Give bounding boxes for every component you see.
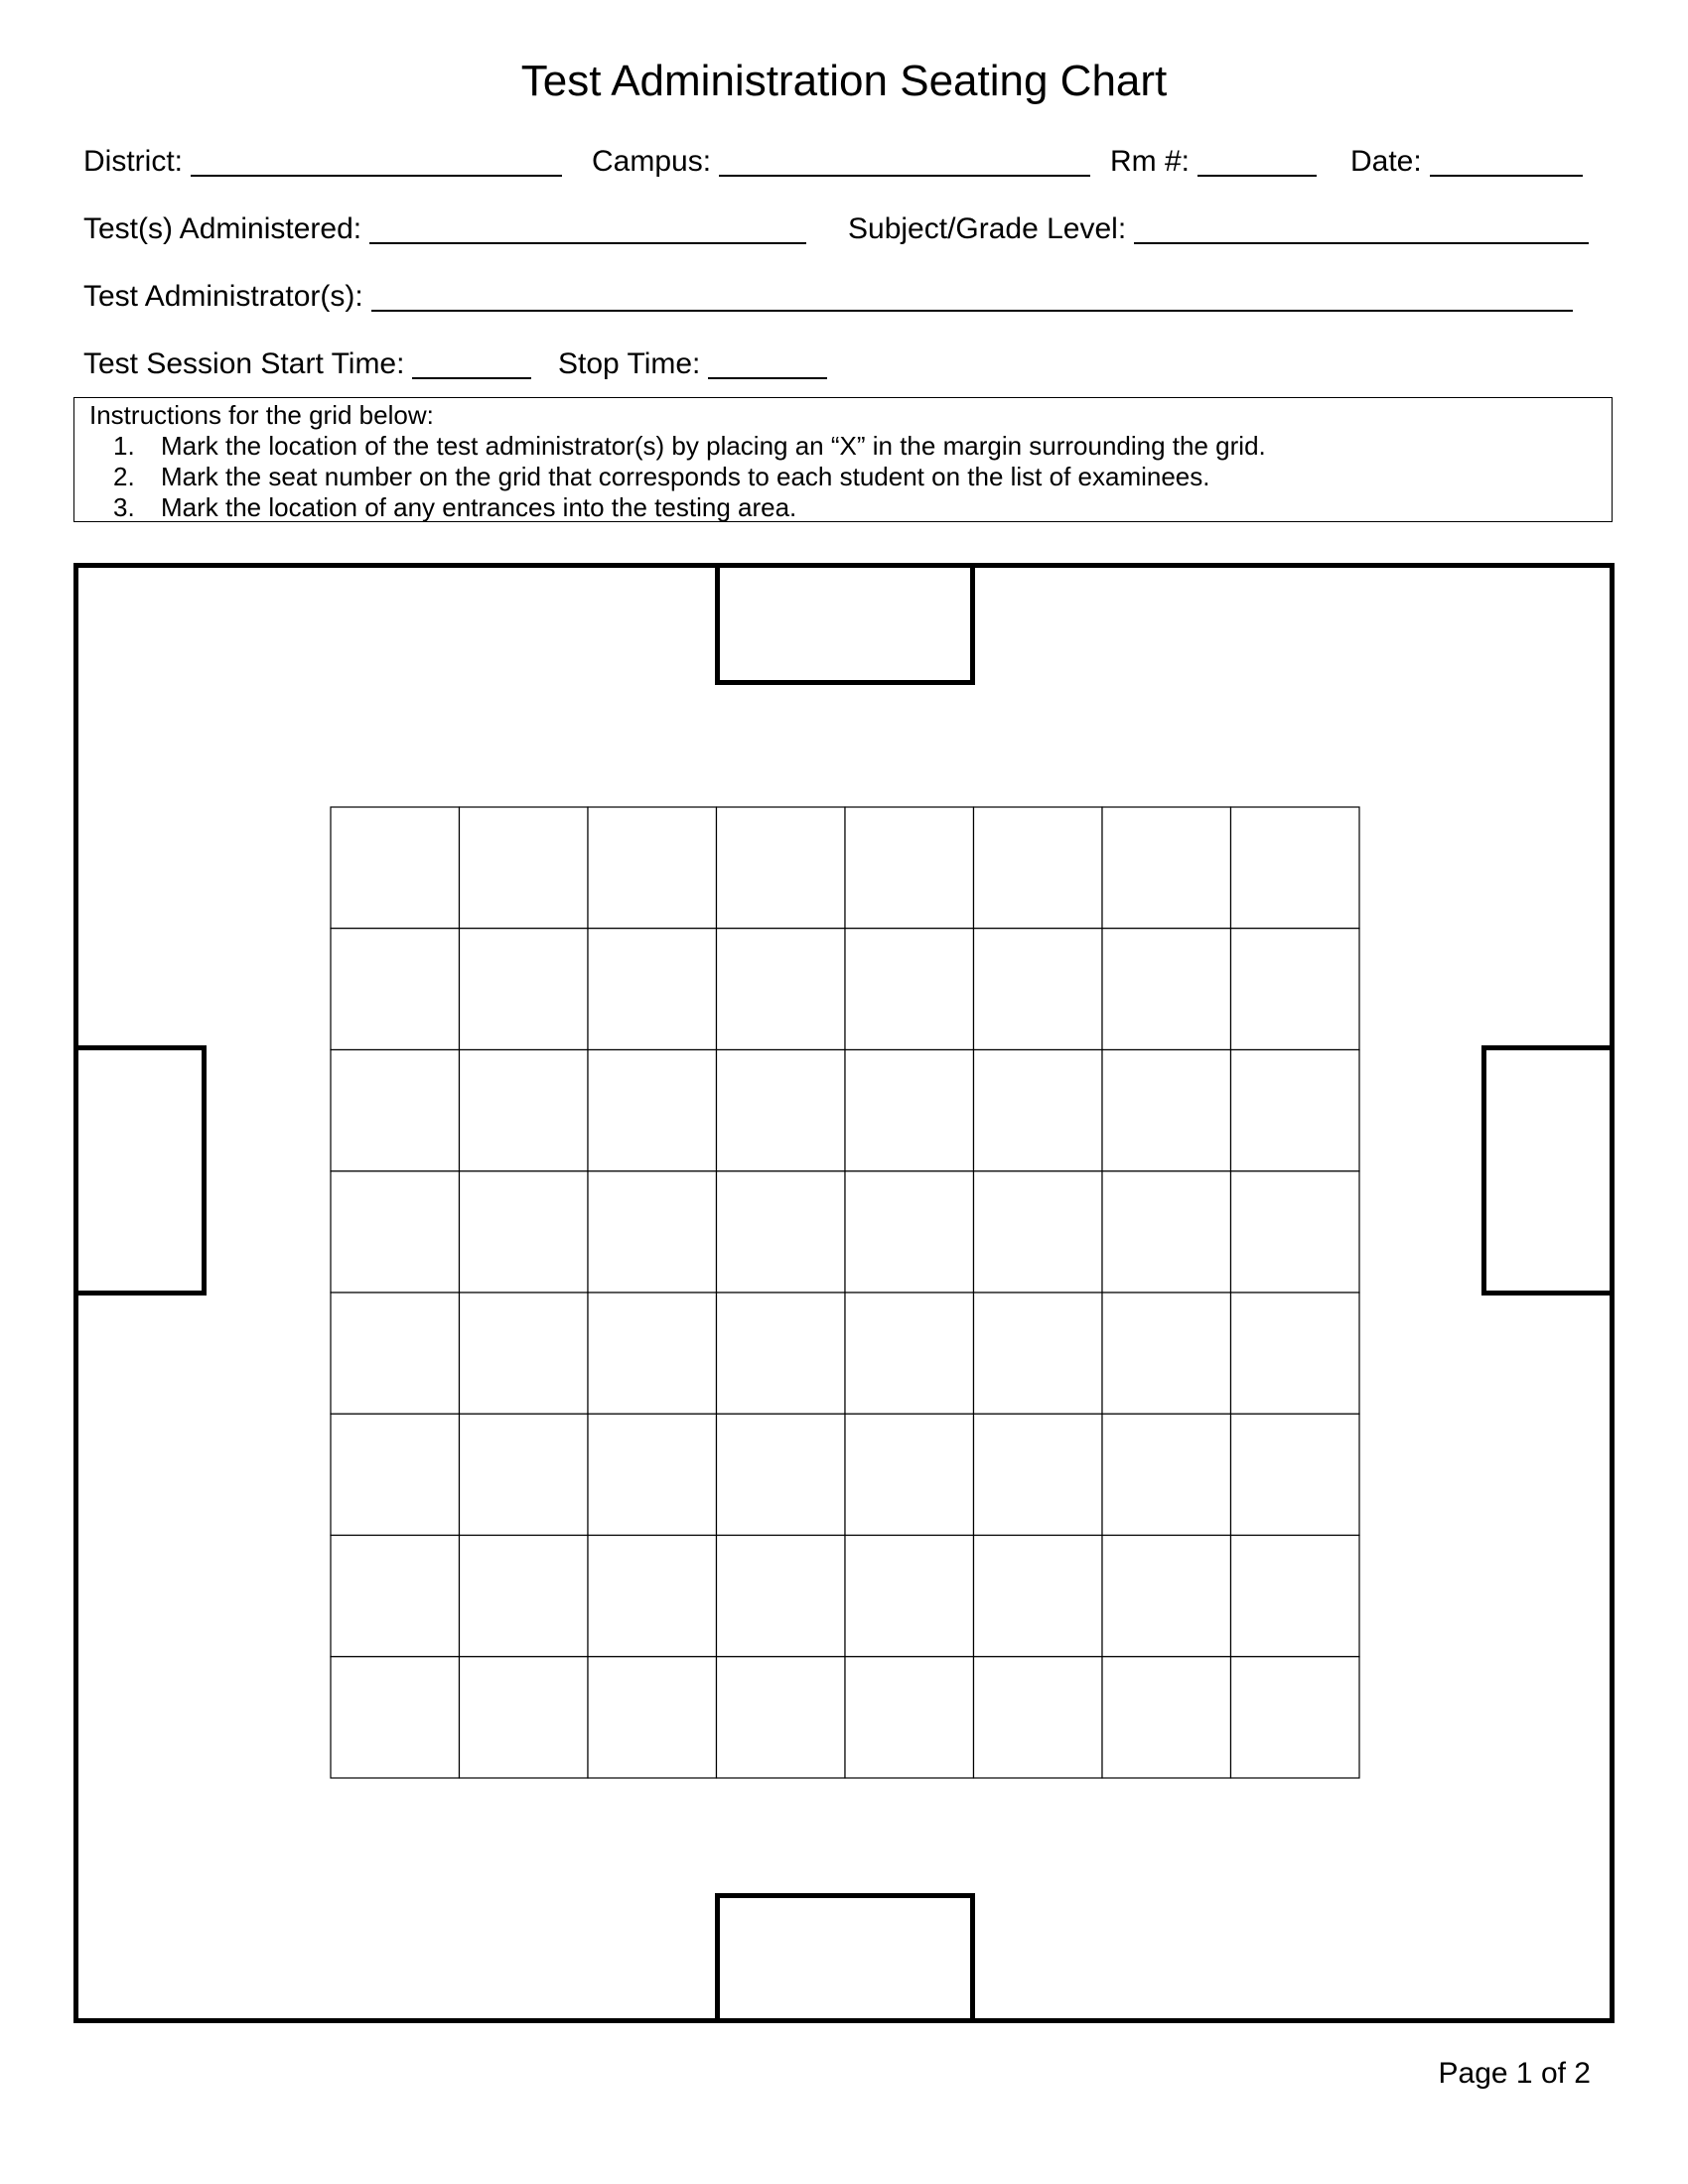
instructions-box — [73, 397, 1613, 522]
district-label: District: — [83, 145, 183, 178]
seat-cell[interactable] — [717, 1293, 846, 1414]
seat-cell[interactable] — [588, 1657, 717, 1778]
seat-cell[interactable] — [974, 807, 1103, 928]
form-row-tests — [83, 205, 1603, 254]
seat-cell[interactable] — [588, 1171, 717, 1293]
start-time-input-line[interactable] — [412, 343, 531, 379]
room-diagram — [73, 563, 1615, 2023]
seat-cell[interactable] — [460, 807, 589, 928]
subject-grade-label: Subject/Grade Level: — [848, 212, 1127, 245]
seat-cell[interactable] — [460, 1050, 589, 1171]
seat-cell[interactable] — [717, 1414, 846, 1535]
seat-cell[interactable] — [974, 1050, 1103, 1171]
seat-cell[interactable] — [1102, 807, 1231, 928]
campus-field — [592, 137, 1090, 181]
room-input-line[interactable] — [1197, 141, 1317, 177]
seat-cell[interactable] — [1231, 1536, 1360, 1657]
seat-cell[interactable] — [974, 1414, 1103, 1535]
entrance-box-left[interactable] — [76, 1048, 205, 1294]
date-input-line[interactable] — [1430, 141, 1583, 177]
stop-time-field — [558, 340, 827, 383]
form-row-administrator — [83, 272, 1603, 322]
seat-cell[interactable] — [1231, 807, 1360, 928]
date-label: Date: — [1350, 145, 1422, 178]
form-row-location — [83, 137, 1603, 187]
seat-cell[interactable] — [974, 1293, 1103, 1414]
seat-cell[interactable] — [1231, 1171, 1360, 1293]
seating-grid — [331, 807, 1359, 1778]
subject-grade-input-line[interactable] — [1134, 208, 1589, 244]
tests-administered-field — [83, 205, 806, 248]
seat-cell[interactable] — [588, 1536, 717, 1657]
seat-cell[interactable] — [460, 1293, 589, 1414]
campus-label: Campus: — [592, 145, 712, 178]
date-field — [1350, 137, 1583, 181]
seat-cell[interactable] — [717, 1536, 846, 1657]
seat-cell[interactable] — [845, 1293, 974, 1414]
seat-cell[interactable] — [331, 1536, 460, 1657]
seat-cell[interactable] — [460, 1657, 589, 1778]
seat-cell[interactable] — [845, 807, 974, 928]
seat-cell[interactable] — [1102, 1293, 1231, 1414]
stop-time-label: Stop Time: — [558, 347, 701, 380]
seat-cell[interactable] — [845, 928, 974, 1049]
form-row-times — [83, 340, 1603, 389]
instruction-item — [89, 431, 1612, 462]
administrator-input-line[interactable] — [371, 276, 1573, 312]
district-field — [83, 137, 562, 181]
administrator-field — [83, 272, 1573, 316]
seat-cell[interactable] — [845, 1657, 974, 1778]
subject-grade-field — [848, 205, 1589, 248]
seat-cell[interactable] — [974, 1171, 1103, 1293]
seat-cell[interactable] — [1102, 1414, 1231, 1535]
instructions-list — [89, 431, 1612, 523]
seat-cell[interactable] — [1231, 1293, 1360, 1414]
seat-cell[interactable] — [845, 1171, 974, 1293]
district-input-line[interactable] — [191, 141, 562, 177]
seat-cell[interactable] — [717, 1657, 846, 1778]
entrance-box-bottom[interactable] — [718, 1896, 973, 2021]
entrance-box-right[interactable] — [1484, 1048, 1613, 1294]
seat-cell[interactable] — [717, 928, 846, 1049]
seat-cell[interactable] — [1231, 1414, 1360, 1535]
seat-cell[interactable] — [1102, 1536, 1231, 1657]
instructions-heading: Instructions for the grid below: — [89, 400, 434, 430]
seat-cell[interactable] — [460, 1171, 589, 1293]
seat-cell[interactable] — [588, 1050, 717, 1171]
instruction-text: Mark the location of any entrances into the testing area. — [161, 492, 797, 522]
tests-administered-input-line[interactable] — [369, 208, 806, 244]
seat-cell[interactable] — [1231, 928, 1360, 1049]
seat-cell[interactable] — [1231, 1657, 1360, 1778]
stop-time-input-line[interactable] — [708, 343, 827, 379]
seat-cell[interactable] — [974, 1657, 1103, 1778]
page-title: Test Administration Seating Chart — [520, 57, 1168, 105]
room-field — [1110, 137, 1317, 181]
seat-cell[interactable] — [974, 1536, 1103, 1657]
instruction-number: 2. — [113, 462, 135, 491]
entrance-box-top[interactable] — [718, 566, 973, 683]
seat-cell[interactable] — [331, 928, 460, 1049]
seat-cell[interactable] — [588, 807, 717, 928]
seat-cell[interactable] — [460, 1414, 589, 1535]
seat-cell[interactable] — [1102, 1657, 1231, 1778]
instruction-text: Mark the seat number on the grid that corresponds to each student on the list of examinees. — [161, 462, 1210, 491]
page-number: Page 1 of 2 — [1438, 2057, 1591, 2090]
instruction-item — [89, 492, 1612, 523]
seat-cell[interactable] — [460, 928, 589, 1049]
seat-cell[interactable] — [1231, 1050, 1360, 1171]
seat-cell[interactable] — [331, 1171, 460, 1293]
instruction-item — [89, 462, 1612, 492]
administrator-label: Test Administrator(s): — [83, 280, 363, 313]
seat-cell[interactable] — [717, 1171, 846, 1293]
seat-cell[interactable] — [845, 1414, 974, 1535]
room-label: Rm #: — [1110, 145, 1191, 178]
seat-cell[interactable] — [588, 1293, 717, 1414]
campus-input-line[interactable] — [719, 141, 1090, 177]
seat-cell[interactable] — [974, 928, 1103, 1049]
seat-cell[interactable] — [331, 1050, 460, 1171]
seat-cell[interactable] — [588, 1414, 717, 1535]
start-time-field — [83, 340, 531, 383]
seat-cell[interactable] — [1102, 1171, 1231, 1293]
seat-cell[interactable] — [460, 1536, 589, 1657]
seat-cell[interactable] — [717, 807, 846, 928]
seat-cell[interactable] — [331, 1657, 460, 1778]
seat-cell[interactable] — [1102, 928, 1231, 1049]
seat-cell[interactable] — [717, 1050, 846, 1171]
seat-cell[interactable] — [331, 1293, 460, 1414]
instruction-text: Mark the location of the test administrator(s) by placing an “X” in the margin surrounding the grid. — [161, 431, 1266, 461]
instruction-number: 1. — [113, 431, 135, 461]
seat-cell[interactable] — [845, 1536, 974, 1657]
seat-cell[interactable] — [1102, 1050, 1231, 1171]
seat-cell[interactable] — [331, 1414, 460, 1535]
start-time-label: Test Session Start Time: — [83, 347, 405, 380]
seat-cell[interactable] — [588, 928, 717, 1049]
tests-administered-label: Test(s) Administered: — [83, 212, 362, 245]
instruction-number: 3. — [113, 492, 135, 522]
seat-cell[interactable] — [845, 1050, 974, 1171]
seat-cell[interactable] — [331, 807, 460, 928]
